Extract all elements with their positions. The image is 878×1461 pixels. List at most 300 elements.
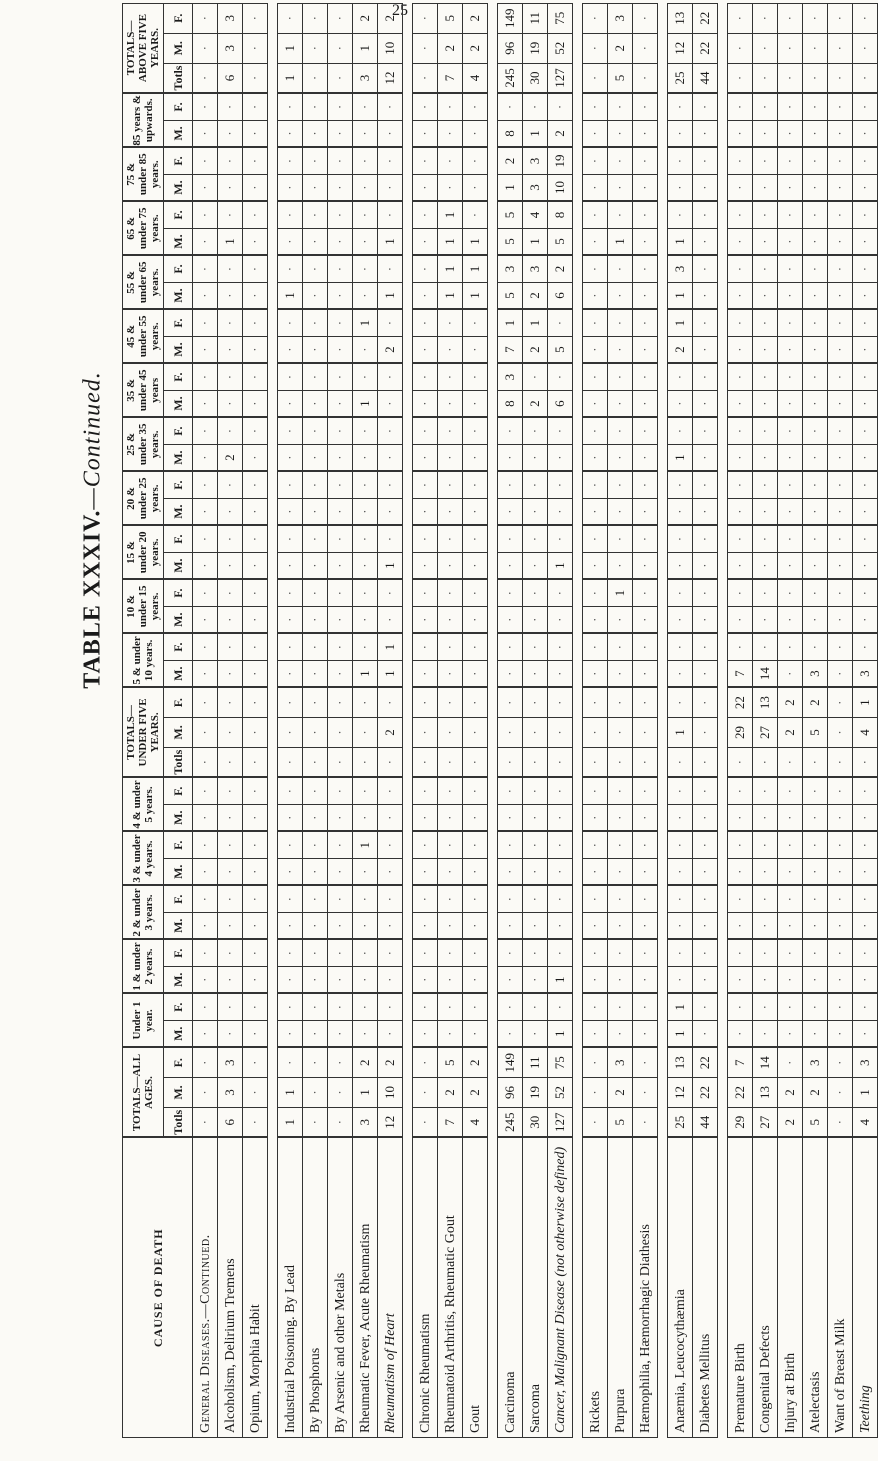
value-cell: · — [193, 228, 218, 255]
value-cell: 2 — [463, 1048, 488, 1078]
value-cell: · — [633, 1021, 658, 1048]
value-cell: · — [353, 747, 378, 777]
value-cell: · — [498, 994, 523, 1021]
value-cell: · — [278, 1021, 303, 1048]
value-cell: · — [303, 858, 328, 885]
value-cell: · — [633, 147, 658, 174]
value-cell: 8 — [498, 390, 523, 417]
value-cell: · — [463, 939, 488, 966]
value-cell: · — [583, 444, 608, 471]
table-row — [693, 3, 718, 1437]
table-row — [353, 3, 378, 1437]
value-cell: · — [413, 633, 438, 660]
value-cell: · — [828, 885, 853, 912]
value-cell: · — [328, 201, 353, 228]
value-cell: · — [828, 525, 853, 552]
value-cell: · — [278, 606, 303, 633]
value-cell: · — [853, 417, 878, 444]
value-cell: · — [463, 363, 488, 390]
value-cell: · — [728, 804, 753, 831]
value-cell: 4 — [853, 717, 878, 747]
value-cell: · — [753, 967, 778, 994]
value-cell: · — [218, 687, 243, 717]
value-cell: · — [778, 33, 803, 63]
value-cell: · — [193, 912, 218, 939]
value-cell: · — [693, 994, 718, 1021]
value-cell: 22 — [693, 33, 718, 63]
cause-cell: Teething — [853, 1138, 878, 1438]
group-header: 20 & under 25 years. — [123, 471, 164, 525]
value-cell: · — [633, 93, 658, 120]
value-cell: · — [413, 660, 438, 687]
value-cell: 1 — [378, 552, 403, 579]
value-cell: · — [548, 858, 573, 885]
value-cell: · — [803, 417, 828, 444]
value-cell: · — [693, 858, 718, 885]
value-cell: · — [693, 687, 718, 717]
value-cell: · — [583, 747, 608, 777]
value-cell: · — [633, 498, 658, 525]
value-cell: 1 — [463, 255, 488, 282]
value-cell: · — [693, 444, 718, 471]
value-cell: · — [803, 579, 828, 606]
value-cell: · — [303, 912, 328, 939]
value-cell: · — [193, 831, 218, 858]
value-cell: · — [828, 967, 853, 994]
value-cell: · — [328, 994, 353, 1021]
value-cell: · — [378, 606, 403, 633]
table-row — [608, 3, 633, 1437]
value-cell: 245 — [498, 63, 523, 93]
value-cell: · — [328, 552, 353, 579]
value-cell: · — [548, 747, 573, 777]
value-cell: · — [608, 858, 633, 885]
value-cell: 2 — [378, 336, 403, 363]
value-cell: · — [218, 390, 243, 417]
spacer-row — [573, 3, 583, 1437]
sub-header-m: M. — [164, 912, 193, 939]
value-cell: · — [633, 120, 658, 147]
value-cell: · — [693, 660, 718, 687]
value-cell: · — [523, 579, 548, 606]
table-row — [583, 3, 608, 1437]
value-cell: · — [218, 804, 243, 831]
value-cell: · — [193, 471, 218, 498]
value-cell: 3 — [803, 1048, 828, 1078]
sub-header-totals: Totls — [164, 1108, 193, 1138]
value-cell: · — [303, 282, 328, 309]
value-cell: · — [463, 912, 488, 939]
value-cell: 3 — [608, 1048, 633, 1078]
value-cell: · — [378, 255, 403, 282]
value-cell: · — [548, 660, 573, 687]
value-cell: · — [278, 717, 303, 747]
value-cell: · — [803, 63, 828, 93]
value-cell: · — [378, 309, 403, 336]
value-cell: · — [583, 390, 608, 417]
value-cell: · — [378, 747, 403, 777]
value-cell: · — [243, 858, 268, 885]
value-cell: · — [243, 1021, 268, 1048]
value-cell: · — [778, 471, 803, 498]
group-header: 4 & under 5 years. — [123, 777, 164, 831]
sub-header-f: F. — [164, 687, 193, 717]
value-cell: · — [463, 994, 488, 1021]
value-cell: · — [328, 967, 353, 994]
table-continued: —Continued. — [79, 371, 106, 510]
value-cell: 1 — [498, 309, 523, 336]
value-cell: · — [523, 471, 548, 498]
value-cell: · — [828, 994, 853, 1021]
value-cell: 1 — [353, 831, 378, 858]
value-cell: · — [778, 336, 803, 363]
value-cell: · — [353, 174, 378, 201]
rotated-table-wrapper — [122, 8, 873, 1438]
value-cell: · — [438, 912, 463, 939]
value-cell: 3 — [608, 3, 633, 33]
value-cell: 2 — [218, 444, 243, 471]
value-cell: · — [803, 201, 828, 228]
value-cell: 4 — [463, 1108, 488, 1138]
group-header: 3 & under 4 years. — [123, 831, 164, 885]
value-cell: 13 — [753, 687, 778, 717]
value-cell: · — [753, 363, 778, 390]
value-cell: · — [243, 336, 268, 363]
value-cell: · — [668, 858, 693, 885]
value-cell: 29 — [728, 717, 753, 747]
value-cell: · — [328, 777, 353, 804]
value-cell: · — [463, 885, 488, 912]
value-cell: · — [378, 120, 403, 147]
value-cell: · — [463, 606, 488, 633]
value-cell: · — [498, 444, 523, 471]
value-cell: · — [853, 63, 878, 93]
cause-cell: General Diseases.—Continued. — [193, 1138, 218, 1438]
value-cell: 1 — [608, 579, 633, 606]
value-cell: · — [693, 967, 718, 994]
value-cell: · — [753, 120, 778, 147]
sub-header-m: M. — [164, 390, 193, 417]
value-cell: · — [803, 120, 828, 147]
sub-header-m: M. — [164, 967, 193, 994]
value-cell: 3 — [498, 363, 523, 390]
value-cell: · — [243, 1048, 268, 1078]
value-cell: · — [753, 579, 778, 606]
value-cell: · — [853, 33, 878, 63]
value-cell: · — [498, 1021, 523, 1048]
spacer-cell — [488, 3, 498, 1437]
value-cell: · — [438, 93, 463, 120]
value-cell: · — [853, 498, 878, 525]
value-cell: 27 — [753, 717, 778, 747]
value-cell: · — [583, 606, 608, 633]
value-cell: · — [778, 63, 803, 93]
value-cell: · — [438, 939, 463, 966]
value-cell: · — [243, 885, 268, 912]
value-cell: · — [328, 831, 353, 858]
value-cell: · — [548, 939, 573, 966]
value-cell: · — [828, 717, 853, 747]
value-cell: · — [328, 912, 353, 939]
value-cell: · — [193, 336, 218, 363]
group-header: TOTALS—ALL AGES. — [123, 1048, 164, 1138]
cause-cell: Injury at Birth — [778, 1138, 803, 1438]
value-cell: 3 — [218, 3, 243, 33]
value-cell: · — [728, 336, 753, 363]
value-cell: · — [498, 633, 523, 660]
value-cell: 22 — [693, 3, 718, 33]
value-cell: · — [803, 525, 828, 552]
value-cell: · — [753, 444, 778, 471]
value-cell: · — [243, 579, 268, 606]
value-cell: 6 — [548, 282, 573, 309]
value-cell: · — [608, 804, 633, 831]
group-header: TOTALS—ABOVE FIVE YEARS. — [123, 3, 164, 93]
value-cell: 2 — [523, 282, 548, 309]
value-cell: · — [328, 3, 353, 33]
value-cell: · — [583, 552, 608, 579]
value-cell: · — [778, 1021, 803, 1048]
value-cell: 13 — [668, 1048, 693, 1078]
value-cell: · — [853, 282, 878, 309]
value-cell: · — [668, 174, 693, 201]
value-cell: · — [328, 525, 353, 552]
value-cell: · — [498, 912, 523, 939]
value-cell: 96 — [498, 33, 523, 63]
value-cell: · — [728, 831, 753, 858]
value-cell: · — [378, 93, 403, 120]
value-cell: · — [218, 120, 243, 147]
value-cell: · — [218, 255, 243, 282]
value-cell: · — [548, 717, 573, 747]
value-cell: · — [853, 777, 878, 804]
value-cell: · — [668, 201, 693, 228]
value-cell: 19 — [523, 33, 548, 63]
value-cell: 10 — [378, 1078, 403, 1108]
table-row — [728, 3, 753, 1437]
value-cell: · — [853, 228, 878, 255]
value-cell: · — [278, 228, 303, 255]
cause-cell: Want of Breast Milk — [828, 1138, 853, 1438]
value-cell: · — [463, 633, 488, 660]
value-cell: · — [583, 525, 608, 552]
value-cell: · — [378, 994, 403, 1021]
value-cell: · — [803, 1021, 828, 1048]
value-cell: · — [463, 93, 488, 120]
value-cell: · — [438, 444, 463, 471]
value-cell: · — [728, 417, 753, 444]
value-cell: · — [303, 1078, 328, 1108]
sub-header-f: F. — [164, 939, 193, 966]
value-cell: · — [328, 444, 353, 471]
value-cell: · — [778, 885, 803, 912]
value-cell: · — [193, 390, 218, 417]
value-cell: · — [583, 804, 608, 831]
cause-cell: By Phosphorus — [303, 1138, 328, 1438]
value-cell: · — [828, 831, 853, 858]
value-cell: · — [608, 174, 633, 201]
value-cell: · — [668, 525, 693, 552]
value-cell: 3 — [353, 63, 378, 93]
value-cell: · — [463, 1021, 488, 1048]
value-cell: · — [303, 63, 328, 93]
value-cell: · — [523, 994, 548, 1021]
value-cell: · — [438, 498, 463, 525]
value-cell: · — [278, 660, 303, 687]
value-cell: · — [523, 525, 548, 552]
value-cell: · — [218, 336, 243, 363]
value-cell: · — [523, 687, 548, 717]
value-cell: 8 — [548, 201, 573, 228]
value-cell: · — [608, 717, 633, 747]
value-cell: · — [353, 912, 378, 939]
value-cell: · — [243, 33, 268, 63]
value-cell: · — [778, 93, 803, 120]
value-cell: · — [378, 417, 403, 444]
value-cell: 3 — [218, 1078, 243, 1108]
value-cell: · — [853, 3, 878, 33]
value-cell: · — [438, 120, 463, 147]
table-body — [193, 3, 878, 1437]
cause-cell: Congenital Defects — [753, 1138, 778, 1438]
group-header: 65 & under 75 years. — [123, 201, 164, 255]
value-cell: · — [633, 363, 658, 390]
value-cell: · — [463, 390, 488, 417]
value-cell: 19 — [548, 147, 573, 174]
value-cell: · — [753, 552, 778, 579]
value-cell: · — [303, 471, 328, 498]
cause-cell: By Arsenic and other Metals — [328, 1138, 353, 1438]
value-cell: · — [668, 660, 693, 687]
cause-cell: Hæmophilia, Hæmorrhagic Diathesis — [633, 1138, 658, 1438]
value-cell: · — [523, 717, 548, 747]
value-cell: · — [803, 994, 828, 1021]
group-header-row — [123, 3, 164, 1437]
sub-header-f: F. — [164, 201, 193, 228]
value-cell: · — [828, 120, 853, 147]
value-cell: · — [328, 804, 353, 831]
value-cell: 149 — [498, 1048, 523, 1078]
value-cell: · — [668, 471, 693, 498]
value-cell: · — [378, 804, 403, 831]
value-cell: · — [193, 687, 218, 717]
value-cell: · — [548, 885, 573, 912]
sub-header-f: F. — [164, 255, 193, 282]
sub-header-m: M. — [164, 444, 193, 471]
value-cell: · — [633, 309, 658, 336]
value-cell: 75 — [548, 3, 573, 33]
value-cell: · — [668, 687, 693, 717]
value-cell: · — [353, 777, 378, 804]
value-cell: · — [243, 804, 268, 831]
value-cell: · — [438, 579, 463, 606]
value-cell: · — [438, 309, 463, 336]
value-cell: · — [193, 552, 218, 579]
value-cell: · — [608, 912, 633, 939]
value-cell: · — [278, 1048, 303, 1078]
value-cell: · — [608, 417, 633, 444]
value-cell: · — [328, 1048, 353, 1078]
value-cell: · — [463, 552, 488, 579]
value-cell: · — [413, 147, 438, 174]
spacer-row — [718, 3, 728, 1437]
value-cell: · — [608, 660, 633, 687]
value-cell: · — [523, 498, 548, 525]
value-cell: · — [693, 717, 718, 747]
value-cell: · — [548, 994, 573, 1021]
value-cell: · — [243, 120, 268, 147]
value-cell: 127 — [548, 1108, 573, 1138]
value-cell: · — [218, 552, 243, 579]
value-cell: · — [608, 363, 633, 390]
value-cell: · — [828, 498, 853, 525]
value-cell: 27 — [753, 1108, 778, 1138]
cause-cell: Sarcoma — [523, 1138, 548, 1438]
value-cell: · — [413, 498, 438, 525]
value-cell: · — [378, 858, 403, 885]
value-cell: · — [378, 831, 403, 858]
value-cell: · — [828, 633, 853, 660]
value-cell: · — [853, 201, 878, 228]
value-cell: · — [303, 606, 328, 633]
spacer-cell — [718, 3, 728, 1437]
value-cell: · — [498, 858, 523, 885]
value-cell: · — [303, 228, 328, 255]
value-cell: · — [218, 525, 243, 552]
value-cell: · — [778, 1048, 803, 1078]
value-cell: 2 — [548, 120, 573, 147]
value-cell: · — [303, 777, 328, 804]
value-cell: 1 — [548, 967, 573, 994]
value-cell: · — [583, 120, 608, 147]
value-cell: · — [218, 912, 243, 939]
value-cell: · — [828, 309, 853, 336]
value-cell: · — [413, 255, 438, 282]
value-cell: 1 — [278, 33, 303, 63]
value-cell: · — [583, 498, 608, 525]
value-cell: · — [328, 282, 353, 309]
value-cell: · — [193, 858, 218, 885]
value-cell: · — [328, 687, 353, 717]
value-cell: 1 — [668, 1021, 693, 1048]
cause-cell: Rheumatism of Heart — [378, 1138, 403, 1438]
value-cell: · — [278, 912, 303, 939]
value-cell: · — [413, 3, 438, 33]
group-header: Under 1 year. — [123, 994, 164, 1048]
value-cell: · — [278, 885, 303, 912]
value-cell: · — [633, 777, 658, 804]
value-cell: · — [438, 525, 463, 552]
value-cell: · — [523, 939, 548, 966]
value-cell: · — [463, 336, 488, 363]
value-cell: · — [668, 390, 693, 417]
value-cell: · — [303, 687, 328, 717]
value-cell: · — [243, 147, 268, 174]
value-cell: 7 — [438, 63, 463, 93]
value-cell: · — [463, 777, 488, 804]
value-cell: · — [693, 336, 718, 363]
value-cell: · — [413, 1078, 438, 1108]
value-cell: · — [633, 201, 658, 228]
value-cell: · — [633, 717, 658, 747]
group-header: 10 & under 15 years. — [123, 579, 164, 633]
table-row — [413, 3, 438, 1437]
value-cell: · — [778, 912, 803, 939]
value-cell: · — [523, 552, 548, 579]
value-cell: · — [463, 174, 488, 201]
value-cell: · — [278, 174, 303, 201]
value-cell: · — [728, 228, 753, 255]
